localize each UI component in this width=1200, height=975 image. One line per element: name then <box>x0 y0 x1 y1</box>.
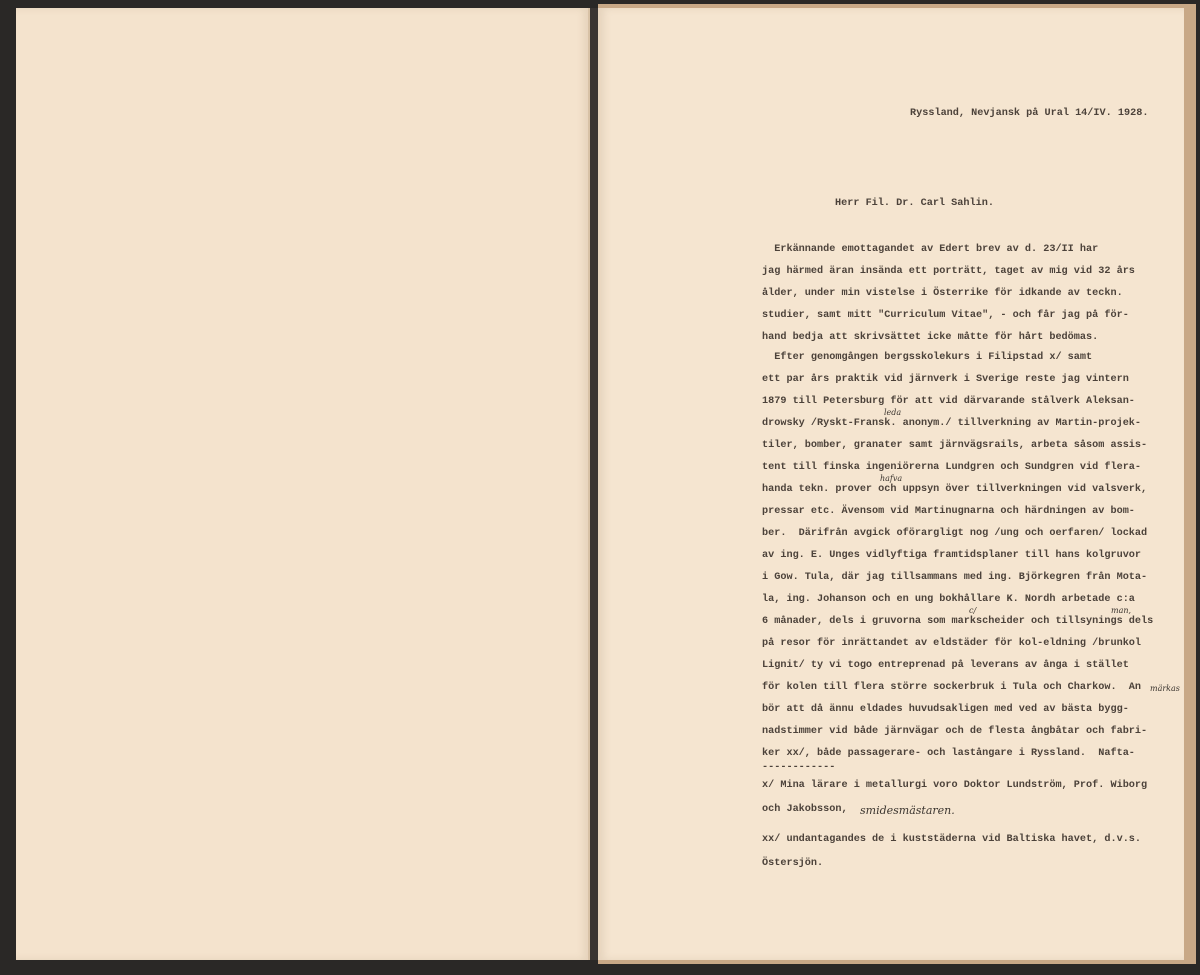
body-line: nadstimmer vid både järnvägar och de flesta ångbåtar och fabri- <box>762 726 1148 737</box>
body-line: Efter genomgången bergsskolekurs i Filipstad x/ samt <box>762 352 1093 363</box>
body-line: jag härmed äran insända ett porträtt, taget av mig vid 32 års <box>762 266 1135 277</box>
salutation: Herr Fil. Dr. Carl Sahlin. <box>835 198 994 209</box>
left-blank-page <box>16 8 590 960</box>
body-line: pressar etc. Ävensom vid Martinugnarna och härdningen av bom- <box>762 506 1135 517</box>
footnote-2: xx/ undantagandes de i kuststäderna vid Baltiska havet, d.v.s. <box>762 834 1142 845</box>
footnote-1-cont: och Jakobsson, <box>762 804 848 815</box>
body-line: för kolen till flera större sockerbruk i Tula och Charkow. An <box>762 682 1142 693</box>
body-line: bör att då ännu eldades huvudsakligen med ved av bästa bygg- <box>762 704 1129 715</box>
body-line: på resor för inrättandet av eldstäder för kol-eldning /brunkol <box>762 638 1142 649</box>
body-line: la, ing. Johanson och en ung bokhållare K. Nordh arbetade c:a <box>762 594 1135 605</box>
handwritten-note: hafva <box>880 474 903 483</box>
body-line: 6 månader, dels i gruvorna som markscheider och tillsynings dels <box>762 616 1154 627</box>
body-line: ker xx/, både passagerare- och lastångare i Ryssland. Nafta- <box>762 748 1135 759</box>
body-line: Erkännande emottagandet av Edert brev av d. 23/II har <box>762 244 1099 255</box>
body-line: Lignit/ ty vi togo entreprenad på leverans av ånga i stället <box>762 660 1129 671</box>
body-line: ber. Därifrån avgick oförargligt nog /ung och oerfaren/ lockad <box>762 528 1148 539</box>
handwritten-note: man, <box>1111 606 1132 615</box>
body-line: hand bedja att skrivsättet icke måtte för hårt bedömas. <box>762 332 1099 343</box>
book-gutter <box>590 8 598 960</box>
handwritten-note: smidesmästaren. <box>860 804 955 817</box>
handwritten-note: c/ <box>969 606 977 615</box>
body-line: tiler, bomber, granater samt järnvägsrails, arbeta såsom assis- <box>762 440 1148 451</box>
body-line: 1879 till Petersburg för att vid därvarande stålverk Aleksan- <box>762 396 1135 407</box>
body-line: ett par års praktik vid järnverk i Sverige reste jag vintern <box>762 374 1129 385</box>
body-line: handa tekn. prover och uppsyn över tillverkningen vid valsverk, <box>762 484 1148 495</box>
footnote-1: x/ Mina lärare i metallurgi voro Doktor Lundström, Prof. Wiborg <box>762 780 1148 791</box>
handwritten-note: leda <box>884 408 902 417</box>
body-line: drowsky /Ryskt-Fransk. anonym./ tillverkning av Martin-projek- <box>762 418 1142 429</box>
body-line: i Gow. Tula, där jag tillsammans med ing. Björkegren från Mota- <box>762 572 1148 583</box>
handwritten-margin-note: märkas <box>1150 684 1180 693</box>
footnote-separator: ------------ <box>762 762 836 773</box>
letter-page <box>598 8 1184 960</box>
dateline: Ryssland, Nevjansk på Ural 14/IV. 1928. <box>910 108 1149 119</box>
body-line: ålder, under min vistelse i Österrike för idkande av teckn. <box>762 288 1123 299</box>
footnote-2-cont: Östersjön. <box>762 858 824 869</box>
body-line: av ing. E. Unges vidlyftiga framtidsplaner till hans kolgruvor <box>762 550 1142 561</box>
body-line: studier, samt mitt "Curriculum Vitae", - och får jag på för- <box>762 310 1129 321</box>
body-line: tent till finska ingeniörerna Lundgren och Sundgren vid flera- <box>762 462 1142 473</box>
